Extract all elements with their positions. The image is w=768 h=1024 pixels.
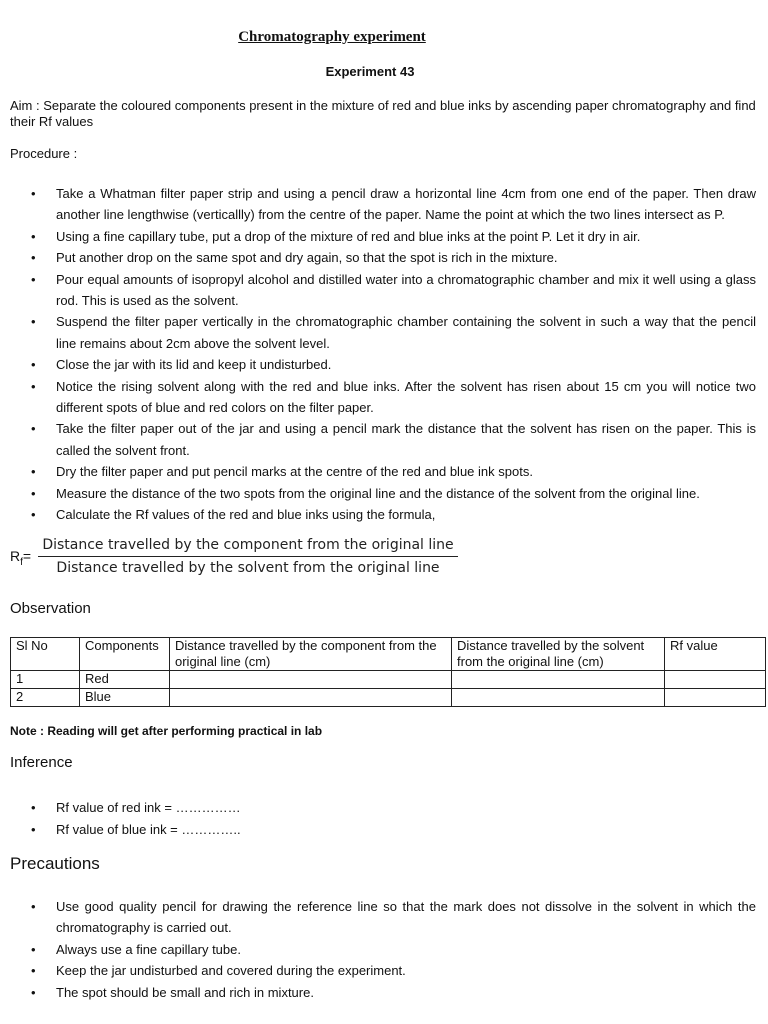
note-text: Note : Reading will get after performing practical in lab (10, 724, 323, 738)
observation-table (10, 637, 766, 707)
table-header-cell: Distance travelled by the solvent from the original line (cm) (452, 638, 665, 671)
list-item: • Pour equal amounts of isopropyl alcohol and distilled water into a chromatographic chamber and mix it well using a glass rod. This is used as the solvent. (0, 269, 756, 312)
list-item: • Measure the distance of the two spots from the original line and the distance of the solvent from the original line. (0, 483, 756, 504)
rf-symbol: $R_f=$ (10, 548, 32, 568)
table-cell (170, 671, 452, 689)
table-cell (665, 689, 766, 707)
table-cell (452, 689, 665, 707)
list-item: • Rf value of blue ink = ………….. (0, 819, 756, 841)
table-row (11, 689, 766, 707)
list-item: • Take the filter paper out of the jar and using a pencil mark the distance that the solvent has risen on the paper. This is called the solvent front. (0, 418, 756, 461)
list-item: • Using a fine capillary tube, put a drop of the mixture of red and blue inks at the point P. Let it dry in air. (0, 226, 756, 247)
inference-list (0, 797, 756, 841)
formula-denominator: Distance travelled by the solvent from the original line (56, 560, 440, 576)
table-row (11, 671, 766, 689)
list-item: • Calculate the Rf values of the red and blue inks using the formula, (0, 504, 756, 525)
table-cell (665, 671, 766, 689)
list-item: • Put another drop on the same spot and dry again, so that the spot is rich in the mixture. (0, 247, 756, 268)
list-item: • Suspend the filter paper vertically in the chromatographic chamber containing the solvent in such a way that the pencil line remains about 2cm above the solvent level. (0, 311, 756, 354)
document-title: Chromatography experiment (238, 29, 426, 45)
table-header-cell: Rf value (665, 638, 766, 671)
table-header-cell: Sl No (11, 638, 80, 671)
table-cell: Blue (80, 689, 170, 707)
list-item: • Close the jar with its lid and keep it undisturbed. (0, 354, 756, 375)
list-item: • Keep the jar undisturbed and covered during the experiment. (0, 960, 756, 981)
list-item: • Dry the filter paper and put pencil marks at the centre of the red and blue ink spots. (0, 461, 756, 482)
experiment-number: Experiment 43 (325, 64, 415, 79)
precautions-list (0, 896, 756, 1003)
table-cell: 2 (11, 689, 80, 707)
list-item: • Use good quality pencil for drawing the reference line so that the mark does not dissolve in the solvent in which the chromatography is carried out. (0, 896, 756, 939)
list-item: • The spot should be small and rich in mixture. (0, 982, 756, 1003)
table-cell (170, 689, 452, 707)
rf-formula-fraction (38, 537, 458, 576)
list-item: • Take a Whatman filter paper strip and using a pencil draw a horizontal line 4cm from one end of the paper. Then draw another line lengthwise (verticallly) from the centre of the paper. Name the point at which the two lines intersect as P. (0, 183, 756, 226)
table-header-cell: Distance travelled by the component from the original line (cm) (170, 638, 452, 671)
inference-heading: Inference (10, 754, 73, 771)
list-item: • Rf value of red ink = …………… (0, 797, 756, 819)
procedure-list (0, 183, 756, 526)
observation-heading: Observation (10, 600, 91, 617)
list-item: • Notice the rising solvent along with the red and blue inks. After the solvent has risen about 15 cm you will notice two different spots of blue and red colors on the filter paper. (0, 376, 756, 419)
table-header-cell: Components (80, 638, 170, 671)
list-item: • Always use a fine capillary tube. (0, 939, 756, 960)
table-header-row (11, 638, 766, 671)
aim-text: Aim : Separate the coloured components present in the mixture of red and blue inks by ascending paper chromatography and find their Rf values (10, 98, 756, 129)
precautions-heading: Precautions (10, 854, 100, 873)
table-cell: Red (80, 671, 170, 689)
table-cell (452, 671, 665, 689)
table-cell: 1 (11, 671, 80, 689)
procedure-heading: Procedure : (10, 146, 78, 161)
formula-numerator: Distance travelled by the component from the original line (38, 537, 458, 557)
